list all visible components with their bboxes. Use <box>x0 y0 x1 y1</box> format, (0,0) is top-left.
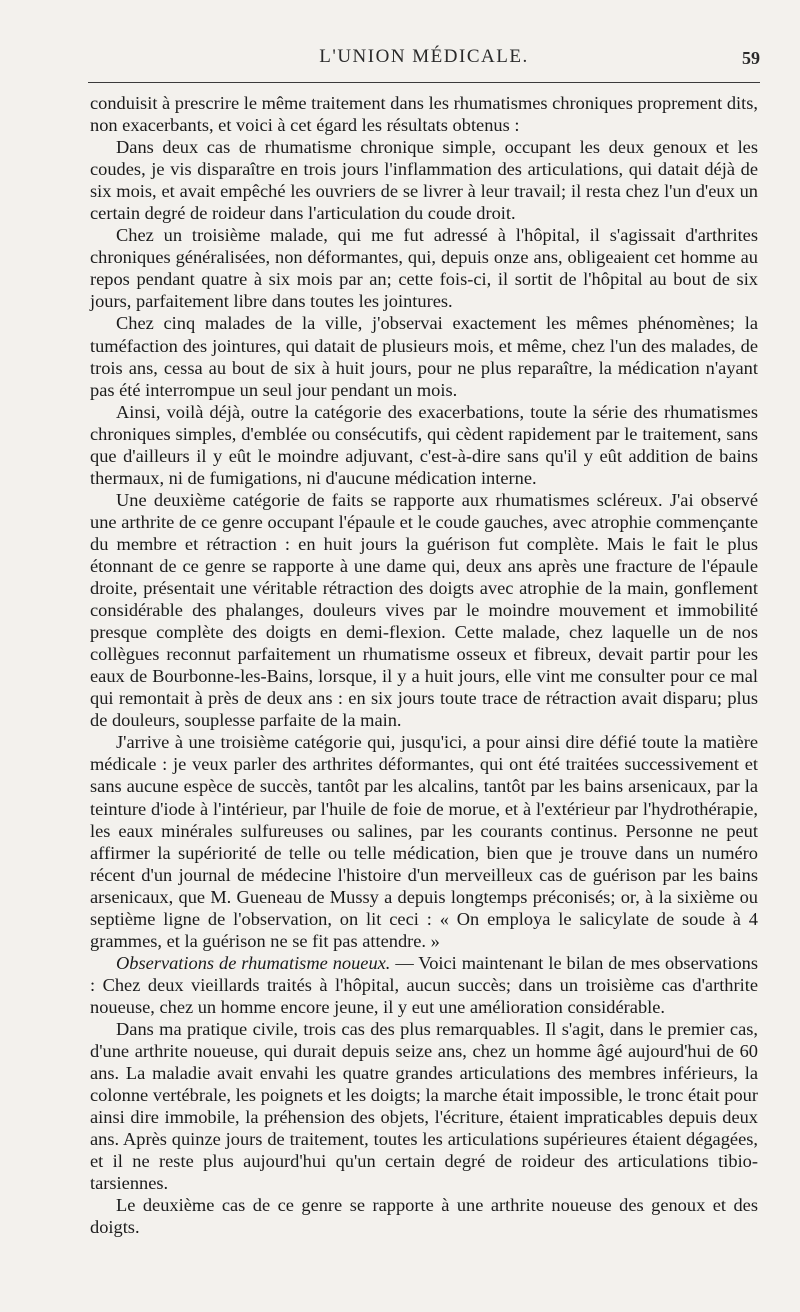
running-title: L'UNION MÉDICALE. <box>319 46 529 67</box>
paragraph: Une deuxième catégorie de faits se rapporte aux rhumatismes scléreux. J'ai observé une arthrite de ce genre occupant l'épaule et le coude gauches, avec atrophie commençante du membre et rétraction : en huit jours la guérison fut complète. Mais le fait le plus étonnant de ce genre se rapporte à une dame qui, deux ans après une fracture de l'épaule droite, présentait une véritable rétraction des doigts avec atrophie de la main, gonflement considérable des phalanges, douleurs vives par le moindre mouvement et immobilité presque complète des doigts en demi-flexion. Cette malade, chez laquelle un de nos collègues reconnut parfaitement un rhumatisme osseux et fibreux, devait partir pour les eaux de Bourbonne-les-Bains, lorsque, il y a huit jours, elle vint me consulter pour ce mal qui remontait à près de deux ans : en six jours toute trace de rétraction avait disparu; plus de douleurs, souplesse parfaite de la main. <box>90 489 758 731</box>
paragraph: Le deuxième cas de ce genre se rapporte à une arthrite noueuse des genoux et des doigts. <box>90 1195 758 1238</box>
paragraph: Dans deux cas de rhumatisme chronique simple, occupant les deux genoux et les coudes, je vis disparaître en trois jours l'inflammation des articulations, qui datait déjà de six mois, et avait empêché les ouvriers de se livrer à leur travail; il resta chez l'un d'eux un certain degré de roideur dans l'articulation du coude droit. <box>90 137 758 224</box>
paragraph: Chez un troisième malade, qui me fut adressé à l'hôpital, il s'agissait d'arthrites chroniques généralisées, non déformantes, qui, depuis onze ans, obligeaient cet homme au repos pendant quatre à six mois par an; cette fois-ci, il sortit de l'hôpital au bout de six jours, parfaitement libre dans toutes les jointures. <box>90 225 758 312</box>
paragraph-text: — Voici maintenant le bilan de mes observations : Chez deux vieillards traités à l'hôpital, aucun succès; dans un troisième cas d'arthrite noueuse, chez un homme encore jeune, il y eut une amélioration considérable. <box>90 952 758 1017</box>
paragraph: J'arrive à une troisième catégorie qui, jusqu'ici, a pour ainsi dire défié toute la matière médicale : je veux parler des arthrites déformantes, qui ont été traitées successivement et sans aucune espèce de succès, tantôt par les alcalins, tantôt par les bains arsenicaux, par la teinture d'iode à l'intérieur, par l'huile de foie de morue, et à l'extérieur par l'hydrothérapie, les eaux minérales sulfureuses ou salines, par les courants continus. Personne ne peut affirmer la supériorité de telle ou telle médication, bien que je trouve dans un numéro récent d'un journal de médecine l'histoire d'un merveilleux cas de guérison par les bains arsenicaux, que M. Gueneau de Mussy a depuis longtemps préconisés; or, à la sixième ou septième ligne de l'observation, on lit ceci : « On employa le salicylate de soude à 4 grammes, et la guérison ne se fit pas attendre. » <box>90 732 758 951</box>
italic-lead: Observations de rhumatisme noueux. <box>116 952 391 973</box>
paragraph: Dans ma pratique civile, trois cas des plus remarquables. Il s'agit, dans le premier cas, d'une arthrite noueuse, qui durait depuis seize ans, chez un homme âgé aujourd'hui de 60 ans. La maladie avait envahi les quatre grandes articulations des membres inférieurs, la colonne vertébrale, les poignets et les doigts; la marche était impossible, le tronc était pour ainsi dire immobile, la préhension des objets, l'écriture, étaient impraticables depuis deux ans. Après quinze jours de traitement, toutes les articulations supérieures étaient dégagées, et il ne reste plus aujourd'hui qu'un certain degré de roideur des articulations tibio-tarsiennes. <box>90 1018 758 1194</box>
page-number: 59 <box>742 48 760 68</box>
paragraph-observations <box>90 952 758 1018</box>
body-text <box>90 92 758 1238</box>
paragraph: Ainsi, voilà déjà, outre la catégorie des exacerbations, toute la série des rhumatismes chroniques simples, d'emblée ou consécutifs, qui cèdent rapidement par le traitement, sans que d'ailleurs il y eût le moindre adjuvant, c'est-à-dire sans qu'il y eût addition de bains thermaux, ni de fumigations, ni d'aucune médication interne. <box>90 401 758 488</box>
paragraph: conduisit à prescrire le même traitement dans les rhumatismes chroniques proprement dits, non exacerbants, et voici à cet égard les résultats obtenus : <box>90 93 758 136</box>
header-rule <box>88 82 760 83</box>
page-header <box>88 46 760 76</box>
paragraph: Chez cinq malades de la ville, j'observai exactement les mêmes phénomènes; la tuméfaction des jointures, qui datait de plusieurs mois, et même, chez l'un des malades, de trois ans, cessa au bout de six à huit jours, pour ne plus reparaître, la médication n'ayant pas été interrompue un seul jour pendant un mois. <box>90 313 758 400</box>
